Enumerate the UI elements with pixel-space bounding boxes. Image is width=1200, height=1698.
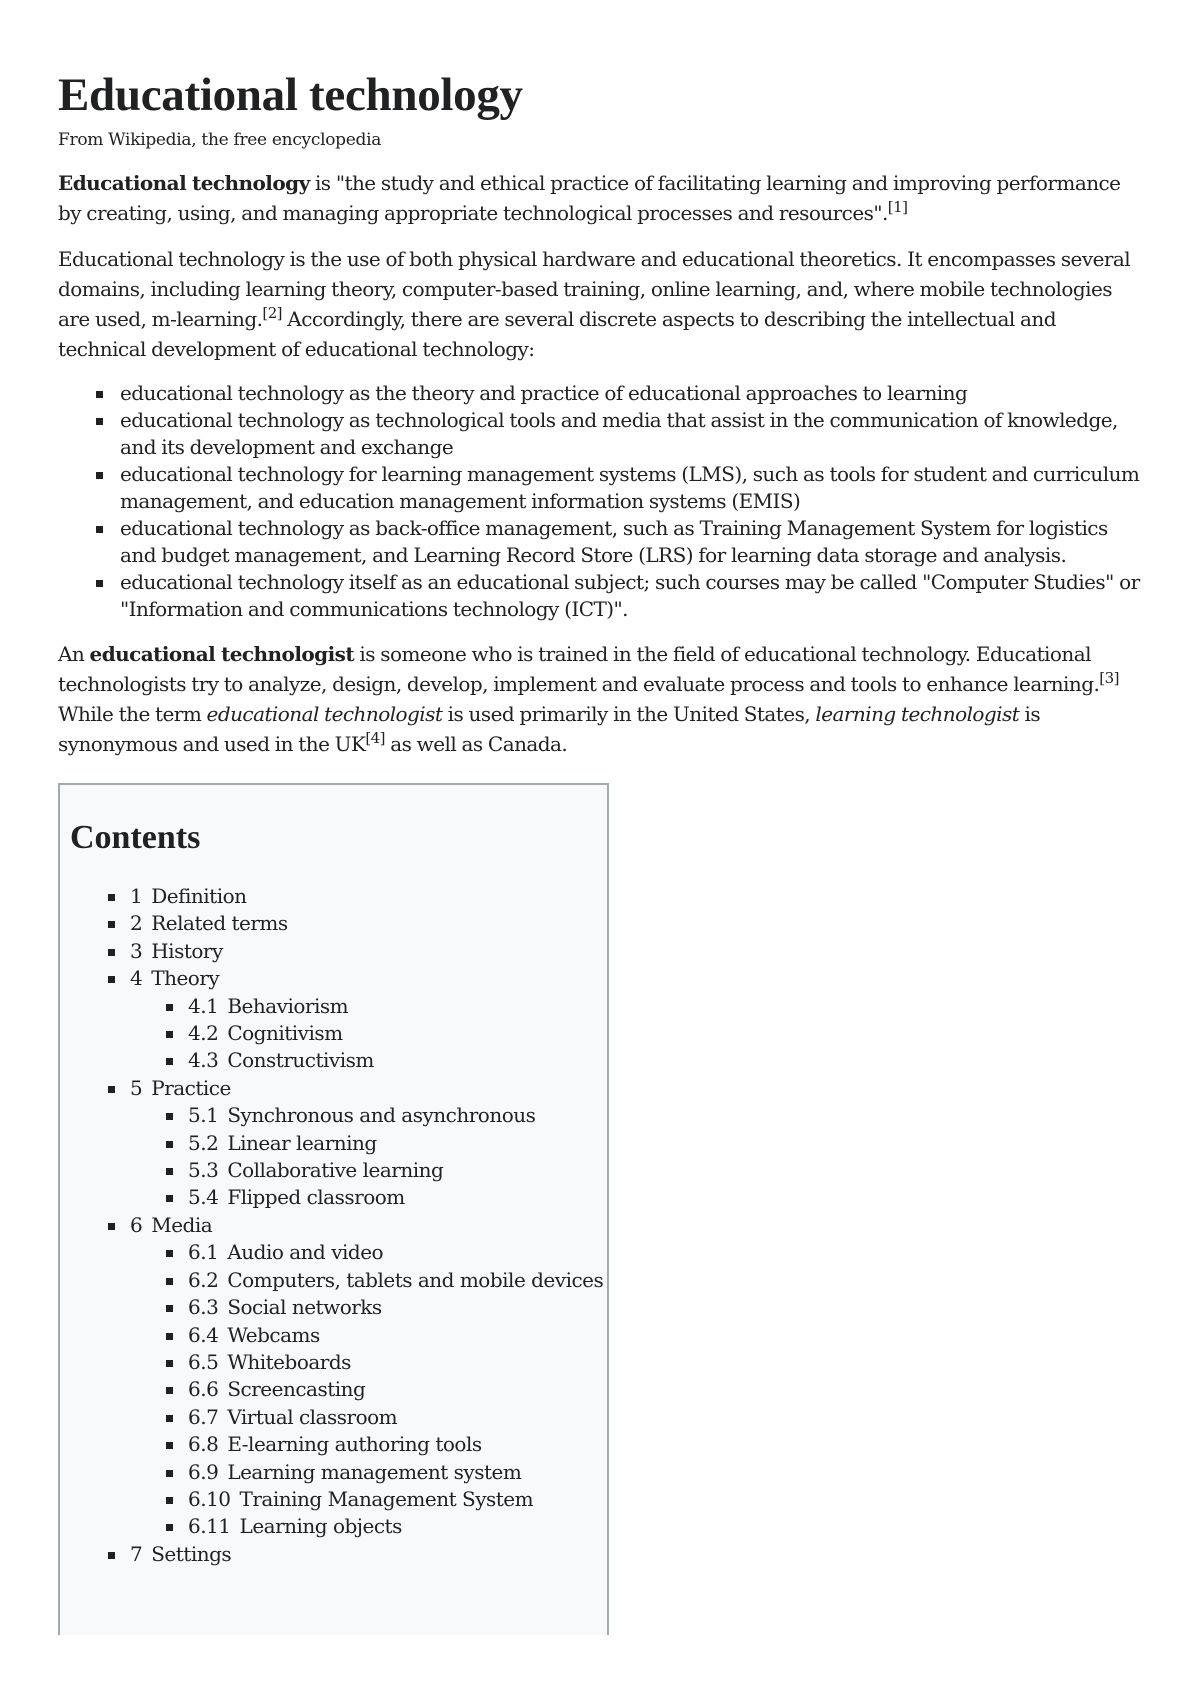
paragraph-text: is "the study and ethical practice of facilitating learning and improving performance by creating, using, and managing appropriate technological processes and resources". — [58, 171, 1121, 225]
toc-item[interactable] — [188, 1459, 607, 1486]
page-title: Educational technology — [58, 69, 523, 121]
toc-item[interactable] — [188, 1431, 607, 1458]
toc-number: 2 — [130, 911, 143, 936]
toc-number: 7 — [130, 1541, 143, 1566]
aspects-list — [58, 380, 1148, 623]
toc-title: Contents — [70, 819, 201, 856]
toc-label[interactable]: Settings — [151, 1541, 232, 1566]
toc-label[interactable]: Collaborative learning — [227, 1158, 444, 1183]
italic-term: educational technologist — [206, 702, 443, 726]
paragraph-text: Accordingly, there are several discrete aspects to describing the intellectual and technical development of educational technology: — [58, 307, 1056, 361]
toc-label[interactable]: Screencasting — [227, 1377, 366, 1402]
toc-number: 4.3 — [188, 1048, 219, 1073]
toc-number: 5.4 — [188, 1185, 219, 1210]
table-of-contents — [58, 783, 609, 1635]
toc-number: 6.1 — [188, 1240, 219, 1265]
toc-sublist — [130, 993, 607, 1075]
toc-label[interactable]: E-learning authoring tools — [227, 1432, 482, 1457]
toc-list — [70, 883, 607, 1568]
toc-number: 6.9 — [188, 1459, 219, 1484]
toc-sublist — [130, 1239, 607, 1540]
toc-label[interactable]: Training Management System — [239, 1486, 534, 1511]
toc-label[interactable]: Related terms — [151, 911, 288, 936]
toc-number: 4 — [130, 966, 143, 991]
list-item: educational technology as back-office management, such as Training Management System for logistics and budget management, and Learning Record Store (LRS) for learning data storage and analysis. — [120, 515, 1148, 569]
tagline: From Wikipedia, the free encyclopedia — [58, 130, 382, 150]
bold-term: Educational technology — [58, 171, 310, 195]
toc-label[interactable]: Audio and video — [227, 1240, 384, 1265]
list-item: educational technology as the theory and practice of educational approaches to learning — [120, 380, 1148, 407]
toc-label[interactable]: Practice — [151, 1075, 231, 1100]
list-item: educational technology itself as an educational subject; such courses may be called "Computer Studies" or "Information and communications technology (ICT)". — [120, 569, 1148, 623]
toc-item[interactable] — [130, 883, 607, 910]
toc-item[interactable] — [188, 1047, 607, 1074]
toc-number: 6 — [130, 1212, 143, 1237]
toc-number: 6.2 — [188, 1267, 219, 1292]
toc-item[interactable] — [130, 965, 607, 1075]
toc-label[interactable]: Whiteboards — [227, 1349, 351, 1374]
toc-number: 5.1 — [188, 1103, 219, 1128]
toc-item[interactable] — [188, 1157, 607, 1184]
toc-item[interactable] — [188, 1130, 607, 1157]
toc-item[interactable] — [188, 1102, 607, 1129]
toc-number: 6.8 — [188, 1432, 219, 1457]
toc-label[interactable]: Cognitivism — [227, 1021, 343, 1046]
bold-term: educational technologist — [89, 642, 355, 666]
toc-item[interactable] — [188, 1020, 607, 1047]
toc-label[interactable]: Virtual classroom — [227, 1404, 398, 1429]
toc-number: 6.4 — [188, 1322, 219, 1347]
toc-number: 1 — [130, 884, 143, 908]
italic-term: learning technologist — [815, 702, 1020, 726]
toc-item[interactable] — [188, 1184, 607, 1211]
toc-item[interactable] — [130, 1212, 607, 1541]
toc-item[interactable] — [188, 1267, 607, 1294]
toc-label[interactable]: Computers, tablets and mobile devices — [227, 1267, 604, 1292]
toc-item[interactable] — [188, 1376, 607, 1403]
toc-number: 5 — [130, 1075, 143, 1100]
reference-link[interactable]: [1] — [887, 198, 908, 216]
toc-number: 4.2 — [188, 1021, 219, 1046]
toc-item[interactable] — [188, 1349, 607, 1376]
toc-number: 6.7 — [188, 1404, 219, 1429]
toc-label[interactable]: Webcams — [227, 1322, 320, 1347]
article — [58, 0, 1148, 1635]
toc-item[interactable] — [188, 1404, 607, 1431]
toc-number: 6.11 — [188, 1514, 231, 1539]
toc-label[interactable]: Learning objects — [239, 1514, 402, 1539]
toc-number: 6.10 — [188, 1486, 231, 1511]
reference-link[interactable]: [3] — [1099, 669, 1119, 687]
toc-number: 5.2 — [188, 1130, 219, 1155]
list-item: educational technology for learning management systems (LMS), such as tools for student and curriculum management, and education management information systems (EMIS) — [120, 461, 1148, 515]
toc-item[interactable] — [188, 1239, 607, 1266]
intro-paragraph — [58, 168, 1148, 228]
toc-label[interactable]: Theory — [151, 966, 220, 991]
toc-sublist — [130, 1102, 607, 1212]
toc-label[interactable]: Behaviorism — [227, 993, 349, 1018]
toc-item[interactable] — [130, 1541, 607, 1568]
toc-label[interactable]: Media — [151, 1212, 213, 1237]
toc-item[interactable] — [188, 1513, 607, 1540]
toc-number: 6.3 — [188, 1295, 219, 1320]
paragraph — [58, 244, 1148, 364]
toc-label[interactable]: Definition — [151, 884, 247, 908]
paragraph-text: Educational technology is the use of both physical hardware and educational theoretics. It encompasses several domains, including learning theory, computer-based training, online learning, and, where mobile technologies are used, m-learning. — [58, 247, 1131, 331]
toc-number: 3 — [130, 938, 143, 963]
toc-label[interactable]: Social networks — [227, 1295, 382, 1320]
toc-label[interactable]: Constructivism — [227, 1048, 374, 1073]
list-item: educational technology as technological tools and media that assist in the communication of knowledge, and its development and exchange — [120, 407, 1148, 461]
paragraph: An educational technologist is someone who is trained in the field of educational technology. Educational technologists try to analyze, design, develop, implement and evaluate process and tools to enhance learning.[3] While the term educational technologist is used primarily in the United States, learning technologist is synonymous and used in the UK[4] as well as Canada. — [58, 642, 1119, 756]
reference-link[interactable]: [2] — [262, 304, 282, 322]
reference-link[interactable]: [4] — [365, 729, 385, 747]
toc-label[interactable]: Learning management system — [227, 1459, 522, 1484]
toc-label[interactable]: Flipped classroom — [227, 1185, 405, 1210]
toc-item[interactable] — [188, 1322, 607, 1349]
toc-item[interactable] — [188, 993, 607, 1020]
toc-item[interactable] — [130, 1075, 607, 1212]
toc-label[interactable]: Synchronous and asynchronous — [227, 1103, 536, 1128]
toc-number: 6.5 — [188, 1349, 219, 1374]
toc-label[interactable]: Linear learning — [227, 1130, 377, 1155]
toc-number: 5.3 — [188, 1158, 219, 1183]
toc-label[interactable]: History — [151, 938, 223, 963]
toc-item[interactable] — [188, 1486, 607, 1513]
toc-item[interactable] — [130, 938, 607, 965]
toc-item[interactable] — [130, 910, 607, 937]
toc-number: 4.1 — [188, 993, 219, 1018]
toc-item[interactable] — [188, 1294, 607, 1321]
toc-number: 6.6 — [188, 1377, 219, 1402]
